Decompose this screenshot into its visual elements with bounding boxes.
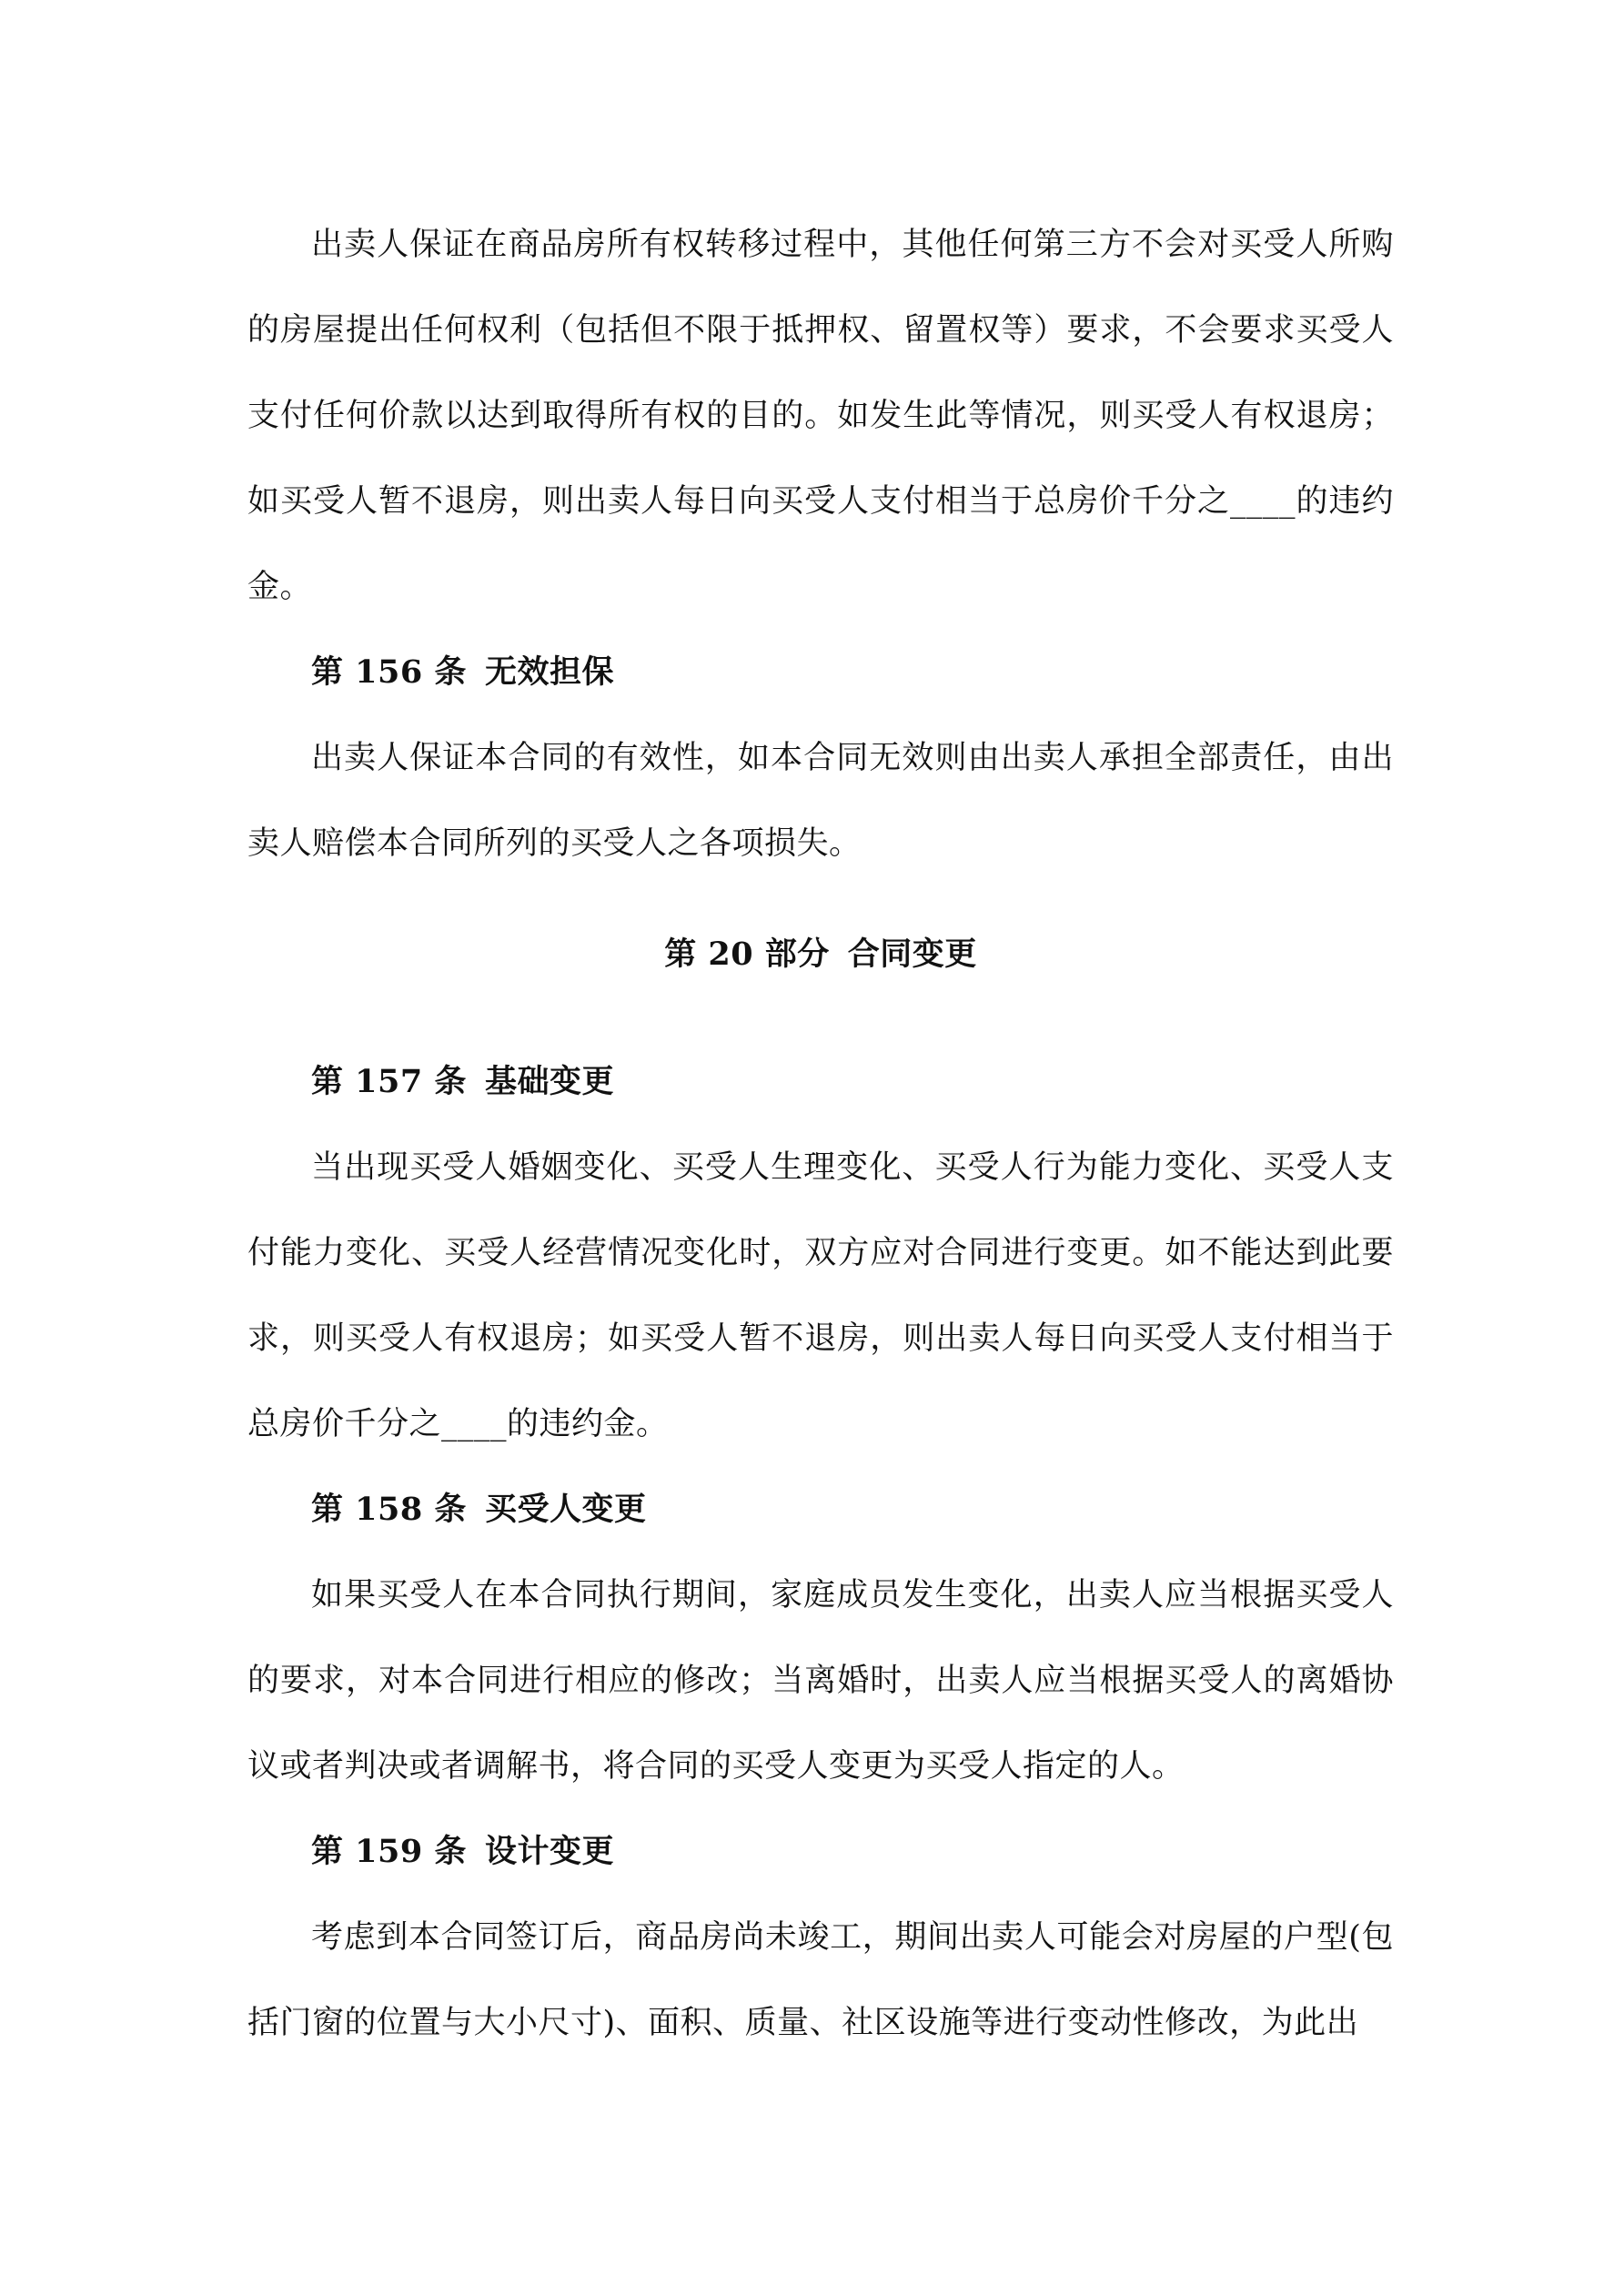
article-157-heading (247, 1039, 1394, 1125)
article-156-title: 无效担保 (484, 653, 614, 691)
article-156-heading (247, 630, 1394, 715)
article-158-heading (247, 1467, 1394, 1553)
article-159-heading (247, 1809, 1394, 1895)
article-158-number: 第 158 条 (311, 1491, 467, 1528)
paragraph-design-change: 考虑到本合同签订后，商品房尚未竣工，期间出卖人可能会对房屋的户型(包括门窗的位置与大小尺寸)、面积、质量、社区设施等进行变动性修改，为此出 (247, 1919, 1394, 2041)
article-159-title: 设计变更 (484, 1833, 614, 1870)
paragraph-invalid-guarantee: 出卖人保证本合同的有效性，如本合同无效则由出卖人承担全部责任，由出卖人赔偿本合同所列的买受人之各项损失。 (247, 740, 1394, 862)
article-158-title: 买受人变更 (484, 1491, 647, 1528)
paragraph-basic-change: 当出现买受人婚姻变化、买受人生理变化、买受人行为能力变化、买受人支付能力变化、买受人经营情况变化时，双方应对合同进行变更。如不能达到此要求，则买受人有权退房；如买受人暂不退房，则出卖人每日向买受人支付相当于总房价千分之____的违约金。 (247, 1149, 1394, 1442)
article-157-number: 第 157 条 (311, 1063, 467, 1100)
article-156-number: 第 156 条 (311, 653, 467, 691)
paragraph-buyer-change: 如果买受人在本合同执行期间，家庭成员发生变化，出卖人应当根据买受人的要求，对本合同进行相应的修改；当离婚时，出卖人应当根据买受人的离婚协议或者判决或者调解书，将合同的买受人变更为买受人指定的人。 (247, 1577, 1394, 1785)
document-body (247, 202, 1394, 2066)
part-20-number: 第 20 部分 (664, 936, 830, 973)
part-20-heading (247, 912, 1394, 997)
part-20-title: 合同变更 (847, 936, 977, 973)
article-157-title: 基础变更 (484, 1063, 614, 1100)
article-159-number: 第 159 条 (311, 1833, 467, 1870)
paragraph-seller-guarantee: 出卖人保证在商品房所有权转移过程中，其他任何第三方不会对买受人所购的房屋提出任何权利（包括但不限于抵押权、留置权等）要求，不会要求买受人支付任何价款以达到取得所有权的目的。如发生此等情况，则买受人有权退房；如买受人暂不退房，则出卖人每日向买受人支付相当于总房价千分之____的违约金。 (247, 227, 1394, 605)
